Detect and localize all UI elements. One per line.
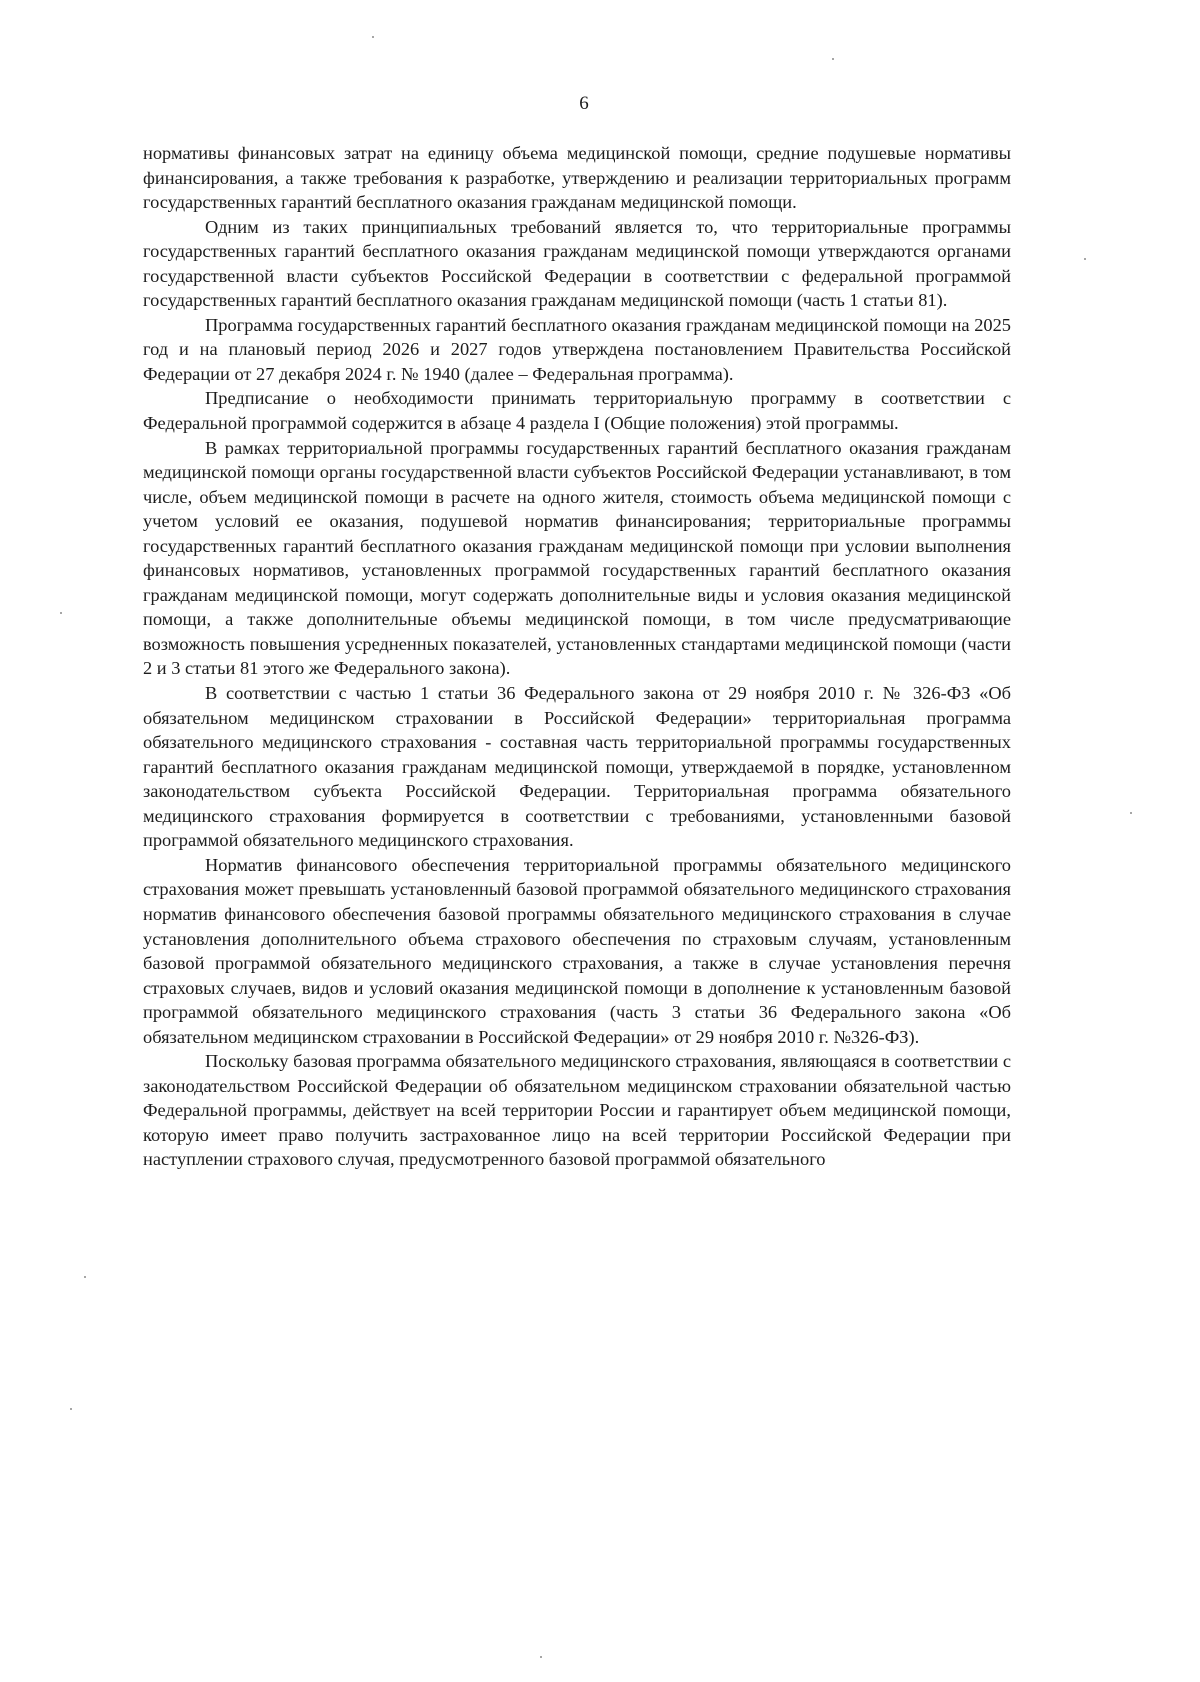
scan-speck <box>60 612 62 614</box>
paragraph-continuation: нормативы финансовых затрат на единицу объема медицинской помощи, средние подушевые нормативы финансирования, а также требования к разработке, утверждению и реализации территориальных программ государственных гарантий бесплатного оказания гражданам медицинской помощи. <box>143 143 1011 213</box>
scan-speck <box>832 58 834 60</box>
document-body <box>143 141 1011 1172</box>
scan-speck <box>84 1276 86 1278</box>
paragraph: Предписание о необходимости принимать территориальную программу в соответствии с Федеральной программой содержится в абзаце 4 раздела I (Общие положения) этой программы. <box>143 388 1011 434</box>
scan-speck <box>540 1656 542 1658</box>
scan-speck <box>1130 812 1132 814</box>
scan-speck <box>372 36 374 38</box>
paragraph: Программа государственных гарантий бесплатного оказания гражданам медицинской помощи на 2025 год и на плановый период 2026 и 2027 годов утверждена постановлением Правительства Российской Федерации от 27 декабря 2024 г. № 1940 (далее – Федеральная программа). <box>143 314 1011 384</box>
paragraph: В соответствии с частью 1 статьи 36 Федерального закона от 29 ноября 2010 г. № 326-ФЗ «Об обязательном медицинском страховании в Российской Федерации» территориальная программа обязательного медицинского страхования - составная часть территориальной программы государственных гарантий бесплатного оказания гражданам медицинской помощи, утверждаемой в порядке, установленном законодательством субъекта Российской Федерации. Территориальная программа обязательного медицинского страхования формируется в соответствии с требованиями, установленными базовой программой обязательного медицинского страхования. <box>143 683 1011 851</box>
paragraph: Поскольку базовая программа обязательного медицинского страхования, являющаяся в соответствии с законодательством Российской Федерации об обязательном медицинском страховании обязательной частью Федеральной программы, действует на всей территории России и гарантирует объем медицинской помощи, которую имеет право получить застрахованное лицо на всей территории Российской Федерации при наступлении страхового случая, предусмотренного базовой программой обязательного <box>143 1051 1012 1170</box>
page-number: 6 <box>579 93 589 114</box>
scan-speck <box>1084 258 1086 260</box>
paragraph: В рамках территориальной программы государственных гарантий бесплатного оказания гражданам медицинской помощи органы государственной власти субъектов Российской Федерации устанавливают, в том числе, объем медицинской помощи в расчете на одного жителя, стоимость объема медицинской помощи с учетом условий ее оказания, подушевой норматив финансирования; территориальные программы государственных гарантий бесплатного оказания гражданам медицинской помощи при условии выполнения финансовых нормативов, установленных программой государственных гарантий бесплатного оказания гражданам медицинской помощи, могут содержать дополнительные виды и условия оказания медицинской помощи, а также дополнительные объемы медицинской помощи, в том числе предусматривающие возможность повышения усредненных показателей, установленных стандартами медицинской помощи (части 2 и 3 статьи 81 этого же Федерального закона). <box>143 437 1011 679</box>
paragraph: Одним из таких принципиальных требований является то, что территориальные программы государственных гарантий бесплатного оказания гражданам медицинской помощи утверждаются органами государственной власти субъектов Российской Федерации в соответствии с федеральной программой государственных гарантий бесплатного оказания гражданам медицинской помощи (часть 1 статьи 81). <box>143 216 1011 311</box>
scan-speck <box>70 1408 72 1410</box>
paragraph: Норматив финансового обеспечения территориальной программы обязательного медицинского страхования может превышать установленный базовой программой обязательного медицинского страхования норматив финансового обеспечения базовой программы обязательного медицинского страхования в случае установления дополнительного объема страхового обеспечения по страховым случаям, установленным базовой программой обязательного медицинского страхования, а также в случае установления перечня страховых случаев, видов и условий оказания медицинской помощи в дополнение к установленным базовой программой обязательного медицинского страхования (часть 3 статьи 36 Федерального закона «Об обязательном медицинском страховании в Российской Федерации» от 29 ноября 2010 г. №326-ФЗ). <box>143 854 1011 1047</box>
